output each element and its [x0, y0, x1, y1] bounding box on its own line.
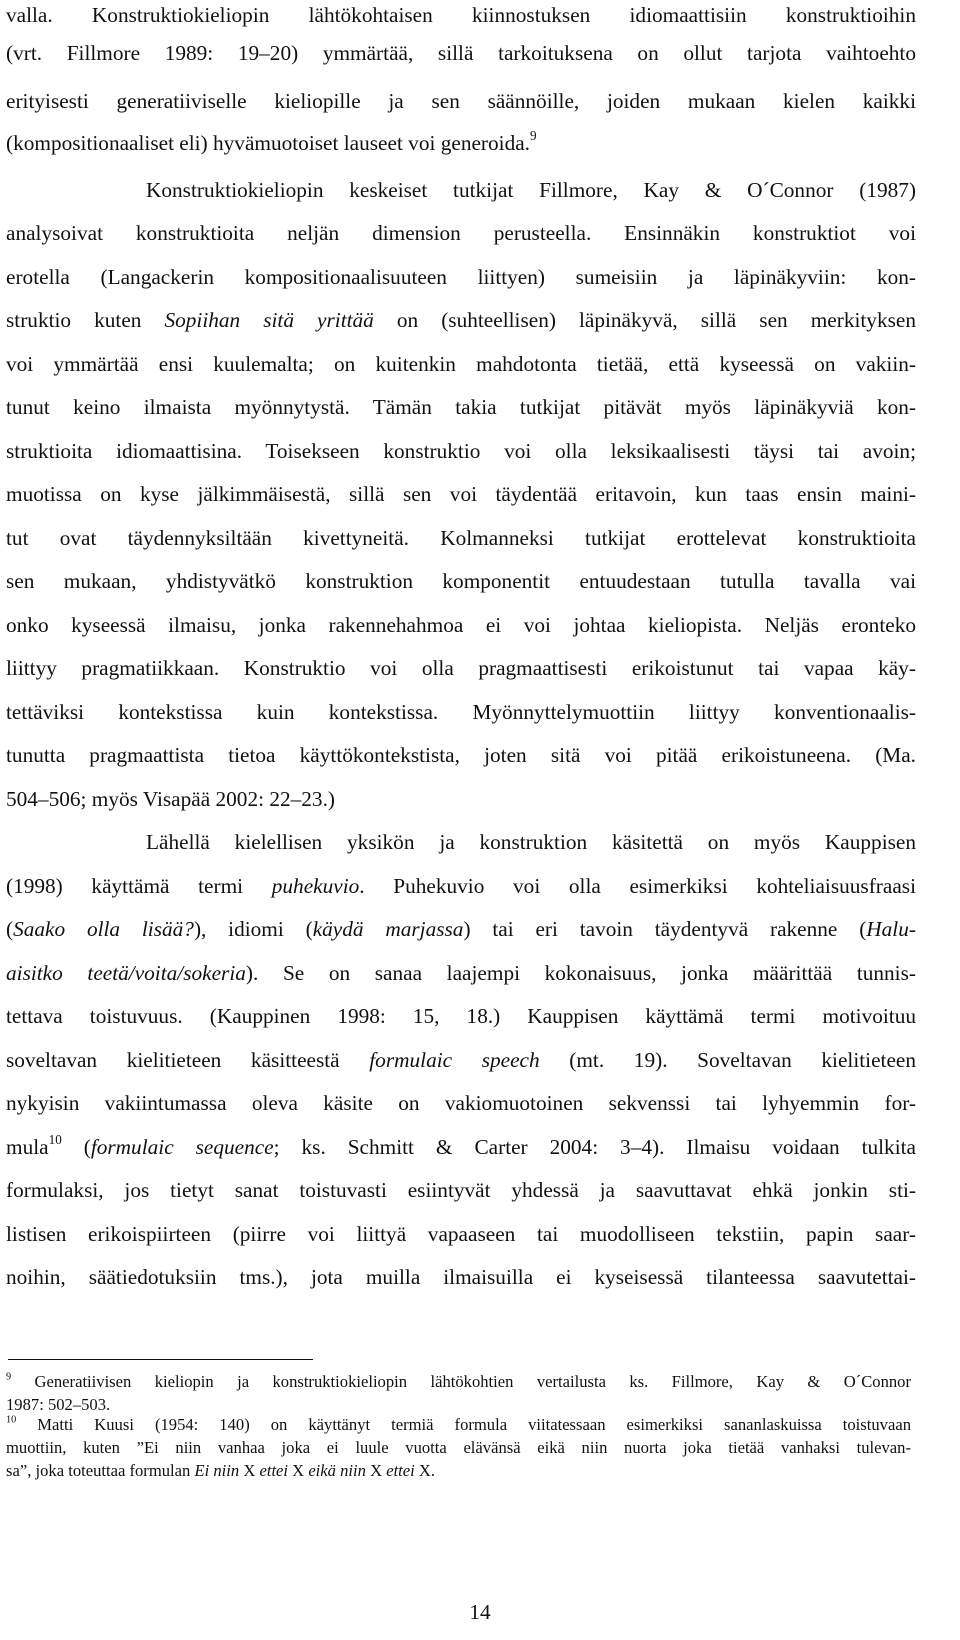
text-segment: tunut keino ilmaista myönnytystä. Tämän takia tutkijat pitävät myös läpinäkyviä kon-	[6, 395, 916, 419]
body-line	[146, 827, 916, 857]
footnote-line	[6, 1414, 911, 1436]
text-segment: (vrt. Fillmore 1989: 19–20) ymmärtää, sillä tarkoituksena on ollut tarjota vaihtoehto	[6, 41, 916, 65]
text-segment: X	[288, 1461, 309, 1480]
italic-text: formulaic sequence	[90, 1135, 274, 1159]
body-line	[6, 740, 916, 770]
text-segment: (kompositionaaliset eli) hyvämuotoiset lauseet voi generoida.	[6, 131, 531, 155]
text-segment: Lähellä kielellisen yksikön ja konstruktion käsitettä on myös Kauppisen	[146, 830, 916, 854]
italic-text: eikä niin	[308, 1461, 366, 1480]
body-line	[6, 436, 916, 466]
text-segment: listisen erikoispiirteen (piirre voi liittyä vapaaseen tai muodolliseen tekstiin, papin saar-	[6, 1222, 916, 1246]
footnote-line	[6, 1460, 911, 1482]
text-segment: ), idiomi (	[193, 917, 313, 941]
text-segment: struktio kuten	[6, 308, 165, 332]
text-segment: sa”, joka toteuttaa formulan	[6, 1461, 195, 1480]
italic-text: käydä marjassa	[312, 917, 464, 941]
text-segment: tut ovat täydennyksiltään kivettyneitä. Kolmanneksi tutkijat erottelevat konstruktioita	[6, 526, 916, 550]
footnote-line	[6, 1394, 911, 1416]
italic-text: Saako olla lisää?	[13, 917, 194, 941]
text-segment: (	[6, 917, 14, 941]
text-segment: Konstruktiokieliopin keskeiset tutkijat Fillmore, Kay & O´Connor (1987)	[146, 178, 916, 202]
text-segment: tettäviksi kontekstissa kuin kontekstissa. Myönnyttelymuottiin liittyy konventionaalis-	[6, 700, 916, 724]
italic-text: Halu-	[866, 917, 916, 941]
italic-text: puhekuvio	[271, 874, 360, 898]
italic-text: Sopiihan sitä yrittää	[164, 308, 374, 332]
body-line	[6, 305, 916, 335]
text-segment: 1987: 502–503.	[6, 1395, 111, 1414]
body-line	[146, 175, 916, 205]
body-line	[6, 697, 916, 727]
italic-text: aisitko teetä/voita/sokeria	[6, 961, 246, 985]
body-line	[6, 1175, 916, 1205]
text-segment: muottiin, kuten ”Ei niin vanhaa joka ei luule vuotta elävänsä eikä niin nuorta joka tietää vanhaksi tulevan-	[6, 1438, 911, 1457]
body-line	[6, 1045, 916, 1075]
body-line	[6, 1001, 916, 1031]
text-segment: X	[365, 1461, 387, 1480]
body-line	[6, 566, 916, 596]
text-segment: erityisesti generatiiviselle kieliopille ja sen säännöille, joiden mukaan kielen kaikki	[6, 89, 916, 113]
italic-text: ettei	[259, 1461, 289, 1480]
body-line	[6, 1088, 916, 1118]
text-segment: formulaksi, jos tietyt sanat toistuvasti esiintyvät yhdessä ja saavuttavat ehkä jonkin sti-	[6, 1178, 916, 1202]
text-segment: onko kyseessä ilmaisu, jonka rakennehahmoa ei voi johtaa kieliopista. Neljäs eronteko	[6, 613, 916, 637]
body-line	[6, 523, 916, 553]
footnote-ref: 10	[48, 1132, 62, 1148]
italic-text: Ei niin	[194, 1461, 240, 1480]
text-segment: tettava toistuvuus. (Kauppinen 1998: 15, 18.) Kauppisen käyttämä termi motivoituu	[6, 1004, 916, 1028]
text-segment: noihin, säätiedotuksiin tms.), jota muilla ilmaisuilla ei kyseisessä tilanteessa saavutettai-	[6, 1265, 916, 1289]
text-segment: tunutta pragmaattista tietoa käyttökontekstista, joten sitä voi pitää erikoistuneena. (Ma.	[6, 743, 916, 767]
footnote-ref: 10	[6, 1414, 17, 1426]
text-segment: nykyisin vakiintumassa oleva käsite on vakiomuotoinen sekvenssi tai lyhyemmin for-	[6, 1091, 916, 1115]
body-line	[6, 610, 916, 640]
text-segment: sen mukaan, yhdistyvätkö konstruktion komponentit entuudestaan tutulla tavalla vai	[6, 569, 916, 593]
text-segment: ; ks. Schmitt & Carter 2004: 3–4). Ilmaisu voidaan tulkita	[273, 1135, 916, 1159]
text-segment: valla. Konstruktiokieliopin lähtökohtaisen kiinnostuksen idiomaattisiin konstruktioihin	[6, 3, 916, 27]
text-segment: ). Se on sanaa laajempi kokonaisuus, jonka määrittää tunnis-	[245, 961, 916, 985]
text-segment: muotissa on kyse jälkimmäisestä, sillä sen voi täydentää eritavoin, kun taas ensin maini-	[6, 482, 916, 506]
text-segment: Matti Kuusi (1954: 140) on käyttänyt termiä formula viitatessaan esimerkiksi sananlaskuissa toistuvaan	[16, 1415, 911, 1434]
text-segment: (1998) käyttämä termi	[6, 874, 272, 898]
body-line	[6, 1219, 916, 1249]
body-line	[6, 871, 916, 901]
body-line	[6, 218, 916, 248]
text-segment: on (suhteellisen) läpinäkyvä, sillä sen merkityksen	[373, 308, 916, 332]
text-segment: 504–506; myös Visapää 2002: 22–23.)	[6, 787, 335, 811]
footnote-ref: 9	[6, 1371, 12, 1383]
text-segment: Generatiivisen kieliopin ja konstruktiokieliopin lähtökohtien vertailusta ks. Fillmore, Kay & O´Connor	[11, 1372, 911, 1391]
body-line	[6, 958, 916, 988]
body-line	[6, 38, 916, 68]
body-line	[6, 128, 916, 158]
body-line	[6, 914, 916, 944]
footnote-separator	[8, 1359, 313, 1360]
body-line	[6, 349, 916, 379]
text-segment: (mt. 19). Soveltavan kielitieteen	[539, 1048, 916, 1072]
text-segment: (	[61, 1135, 91, 1159]
body-line	[6, 1132, 916, 1162]
text-segment: voi ymmärtää ensi kuulemalta; on kuitenkin mahdotonta tietää, että kyseessä on vakiin-	[6, 352, 916, 376]
italic-text: ettei	[386, 1461, 415, 1480]
body-line	[6, 0, 916, 30]
text-segment: . Puhekuvio voi olla esimerkiksi kohteliaisuusfraasi	[359, 874, 916, 898]
body-line	[6, 479, 916, 509]
text-segment: ) tai eri tavoin täydentyvä rakenne (	[463, 917, 867, 941]
body-line	[6, 1262, 916, 1292]
body-line	[6, 653, 916, 683]
page-number: 14	[469, 1600, 491, 1624]
text-segment: analysoivat konstruktioita neljän dimension perusteella. Ensinnäkin konstruktiot voi	[6, 221, 916, 245]
text-segment: liittyy pragmatiikkaan. Konstruktio voi olla pragmaattisesti erikoistunut tai vapaa käy-	[6, 656, 916, 680]
footnote-line	[6, 1371, 911, 1393]
body-line	[6, 392, 916, 422]
body-line	[6, 784, 916, 814]
text-segment: erotella (Langackerin kompositionaalisuuteen liittyen) sumeisiin ja läpinäkyviin: kon-	[6, 265, 916, 289]
body-line	[6, 86, 916, 116]
body-line	[6, 262, 916, 292]
text-segment: struktioita idiomaattisina. Toisekseen konstruktio voi olla leksikaalisesti täysi tai avoin;	[6, 439, 916, 463]
text-segment: soveltavan kielitieteen käsitteestä	[6, 1048, 370, 1072]
italic-text: formulaic speech	[369, 1048, 540, 1072]
text-segment: X	[239, 1461, 260, 1480]
text-segment: mula	[6, 1135, 49, 1159]
footnote-line	[6, 1437, 911, 1459]
footnote-ref: 9	[530, 128, 537, 144]
text-segment: X.	[414, 1461, 436, 1480]
